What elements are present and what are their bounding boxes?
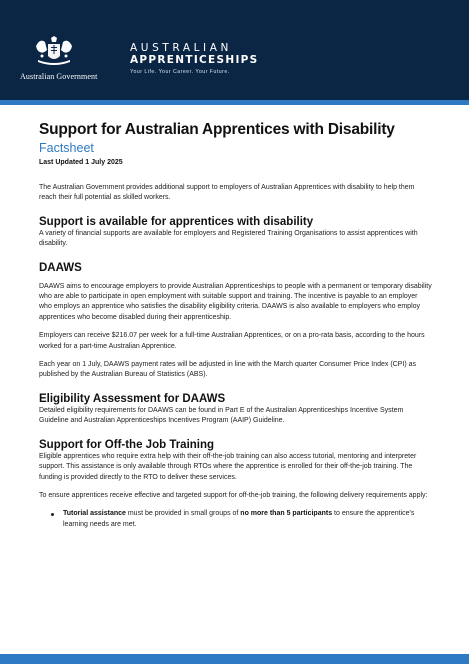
section-paragraph: To ensure apprentices receive effective and targeted support for off-the-job training, the following delivery requirements apply: bbox=[39, 491, 428, 499]
bullet-emphasis: no more than 5 participants bbox=[240, 510, 333, 518]
delivery-requirements-list bbox=[39, 509, 432, 530]
brand-logo bbox=[130, 42, 259, 75]
list-item bbox=[39, 509, 432, 530]
header-accent-stripe bbox=[0, 100, 469, 105]
coat-of-arms-icon bbox=[32, 36, 76, 70]
bullet-text: must be provided in small groups of bbox=[125, 510, 241, 518]
page-title: Support for Australian Apprentices with Disability bbox=[39, 121, 395, 138]
bullet-lead: Tutorial assistance bbox=[63, 510, 126, 518]
section-paragraph: Employers can receive $216.07 per week for a full-time Australian Apprentices, or on a pro-rata basis, according to the hours worked for a part-time Australian Apprentice. bbox=[39, 332, 425, 350]
section-paragraph: DAAWS aims to encourage employers to provide Australian Apprenticeships to people with a permanent or temporary disability who are able to participate in open employment with suitable support and training. The incentive is payable to an employer who employs an apprentice who satisfies the disability eligibility criteria. DAAWS is also available to employers who employ apprentices who become disabled during their apprenticeship. bbox=[39, 282, 432, 321]
section-paragraph: A variety of financial supports are available for employers and Registered Training Organisations to assist apprentices with disability. bbox=[39, 229, 418, 248]
section-heading-support-available: Support is available for apprentices with disability bbox=[39, 215, 314, 228]
section-heading-off-the-job-training: Support for Off-the Job Training bbox=[39, 438, 215, 451]
footer-accent-stripe bbox=[0, 654, 469, 664]
section-heading-eligibility: Eligibility Assessment for DAAWS bbox=[39, 392, 226, 405]
bullet-text-end: to ensure the apprentice's learning needs are met. bbox=[63, 510, 415, 528]
section-paragraph: Detailed eligibility requirements for DAAWS can be found in Part E of the Australian Apprenticeships Incentive System Guideline and Australian Apprenticeships Incentives Program (AAIP) Guideline. bbox=[39, 406, 404, 425]
gov-logo-text: Australian Government bbox=[20, 72, 98, 81]
last-updated: Last Updated 1 July 2025 bbox=[39, 159, 123, 166]
bullet-icon bbox=[51, 513, 54, 516]
intro-paragraph: The Australian Government provides additional support to employers of Australian Apprentices with disability to help them reach their full potential as skilled workers. bbox=[39, 184, 415, 202]
section-paragraph: Eligible apprentices who require extra help with their off-the-job training can also access tutorial, mentoring and interpreter support. This assistance is only available through RTOs where the apprentice is enrolled for their off-the-job training. The funding is provided directly to the RTO to deliver these services. bbox=[39, 452, 417, 481]
page-subtitle: Factsheet bbox=[39, 141, 94, 155]
brand-tagline: Your Life. Your Career. Your Future. bbox=[130, 69, 230, 75]
brand-line-1: AUSTRALIAN bbox=[130, 42, 232, 54]
section-heading-daaws: DAAWS bbox=[39, 261, 82, 274]
page-header bbox=[0, 0, 469, 100]
brand-line-2: APPRENTICESHIPS bbox=[130, 54, 259, 66]
section-paragraph: Each year on 1 July, DAAWS payment rates will be adjusted in line with the March quarter Consumer Price Index (CPI) as published by the Australian Bureau of Statistics (ABS). bbox=[39, 361, 416, 379]
document-body bbox=[39, 120, 432, 530]
